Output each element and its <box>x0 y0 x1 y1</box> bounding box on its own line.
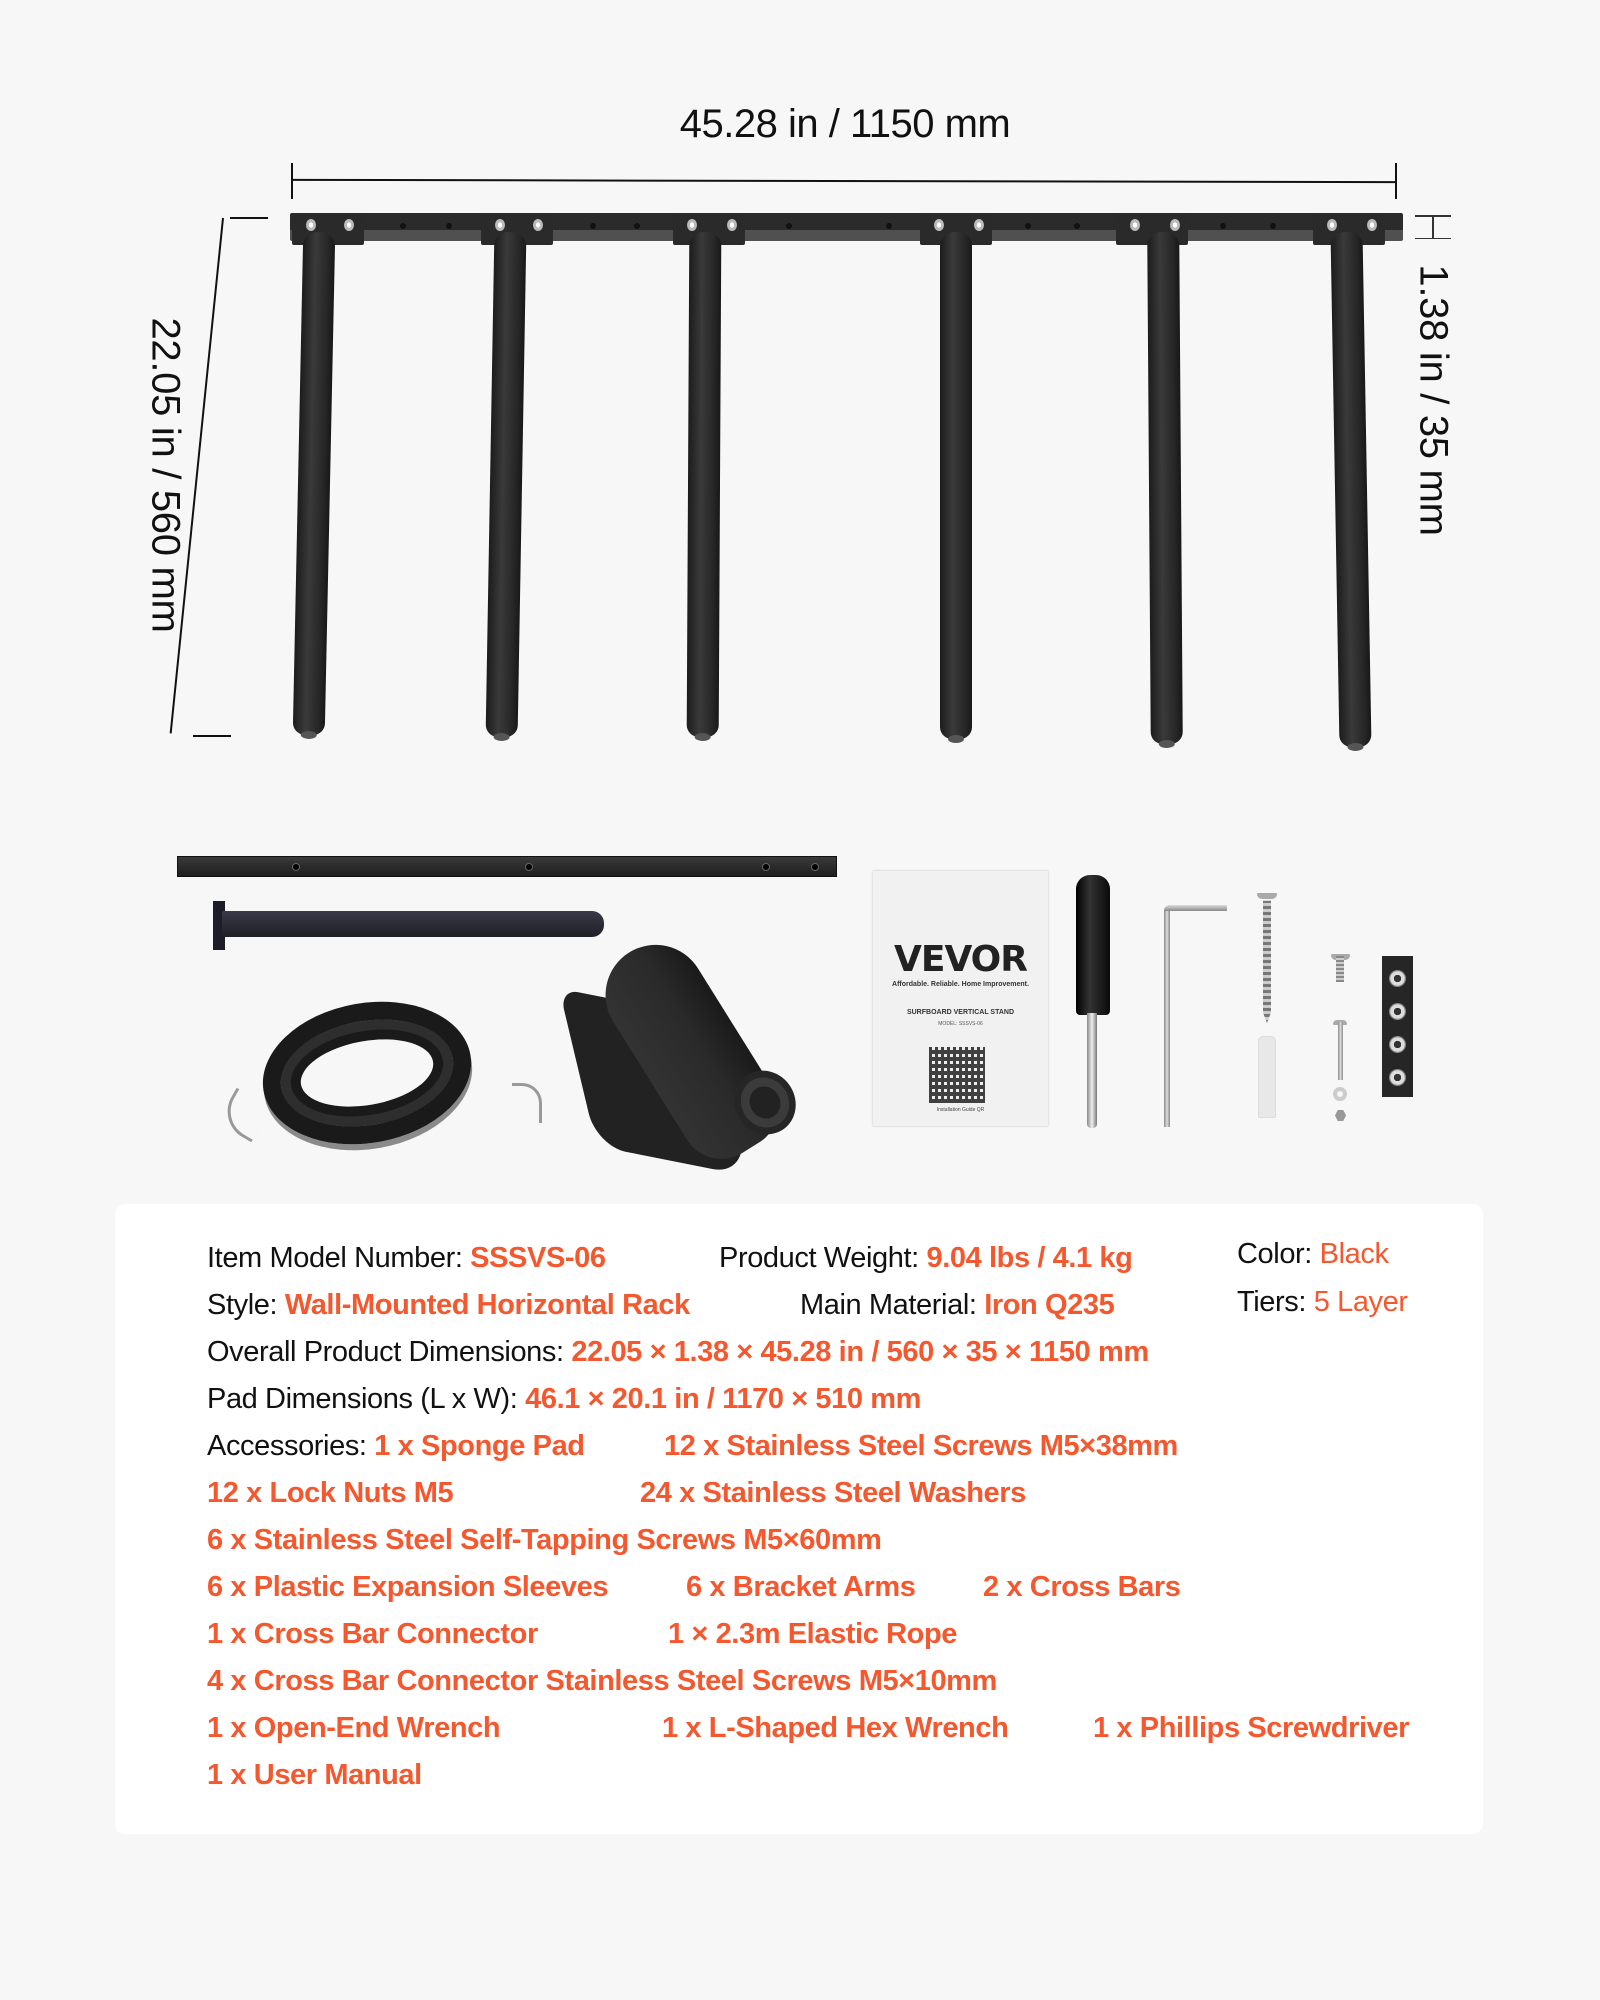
manual-product-name: SURFBOARD VERTICAL STAND <box>906 1009 1015 1016</box>
spec-value: 5 Layer <box>1313 1286 1408 1318</box>
spec-value: 46.1 × 20.1 in / 1170 × 510 mm <box>525 1383 922 1415</box>
m5-screw-image <box>1338 1022 1343 1080</box>
self-tapping-screw-image <box>1263 893 1271 1023</box>
lock-nut-image <box>1335 1110 1346 1121</box>
bracket-arm <box>1331 232 1372 747</box>
user-manual-image <box>873 871 1048 1126</box>
bracket-arm <box>1147 232 1183 744</box>
washer-image <box>1333 1087 1347 1101</box>
bracket-arm <box>486 232 527 737</box>
qr-caption: Installation Guide QR <box>936 1107 985 1113</box>
spec-main-material <box>800 1291 1114 1320</box>
manual-tagline: Affordable. Reliable. Home Improvement. <box>892 981 1029 988</box>
spec-value: Wall-Mounted Horizontal Rack <box>284 1289 690 1321</box>
width-dimension-label: 45.28 in / 1150 mm <box>679 102 1011 146</box>
accessory-item: 2 x Cross Bars <box>983 1571 1181 1603</box>
self-tapping-screw-head <box>1257 893 1277 899</box>
accessory-item: 1 × 2.3m Elastic Rope <box>668 1618 957 1650</box>
spec-item-model-number <box>207 1244 606 1273</box>
phillips-screwdriver-image <box>1076 875 1110 1015</box>
depth-dimension-bracket <box>1415 215 1451 239</box>
width-dimension-tick-left <box>291 163 293 199</box>
accessory-item: 1 x Cross Bar Connector <box>207 1618 538 1650</box>
bracket-arm-image <box>222 911 604 937</box>
spec-accessories <box>207 1432 585 1461</box>
rack-cross-bar <box>290 213 1403 241</box>
bracket-arm <box>293 232 336 736</box>
spec-label: Tiers: <box>1237 1286 1307 1318</box>
spec-label: Color: <box>1237 1238 1312 1270</box>
spec-style <box>207 1291 690 1320</box>
spec-color <box>1237 1240 1389 1269</box>
accessory-item: 1 x L-Shaped Hex Wrench <box>662 1712 1009 1744</box>
accessory-item: 1 x Sponge Pad <box>374 1430 585 1462</box>
spec-label: Item Model Number: <box>207 1242 463 1274</box>
width-dimension-tick-right <box>1395 163 1397 199</box>
accessory-item: 1 x Phillips Screwdriver <box>1093 1712 1409 1744</box>
depth-dimension-label: 1.38 in / 35 mm <box>1411 264 1456 536</box>
connector-screw-image <box>1336 956 1344 982</box>
qr-code-icon <box>929 1047 985 1103</box>
spec-value: Black <box>1319 1238 1389 1270</box>
accessory-item: 6 x Plastic Expansion Sleeves <box>207 1571 609 1603</box>
height-dimension-tick-top <box>230 217 268 219</box>
cross-bar-image <box>177 856 837 877</box>
accessory-item: 12 x Stainless Steel Screws M5×38mm <box>664 1430 1178 1462</box>
spec-value: 22.05 × 1.38 × 45.28 in / 560 × 35 × 1150 mm <box>571 1336 1149 1368</box>
accessory-item: 24 x Stainless Steel Washers <box>640 1477 1026 1509</box>
spec-overall-dimensions <box>207 1338 1149 1367</box>
expansion-sleeve-image <box>1258 1036 1276 1118</box>
accessory-item: 6 x Bracket Arms <box>686 1571 916 1603</box>
rope-hook-icon <box>512 1083 542 1123</box>
spec-value: Iron Q235 <box>984 1289 1115 1321</box>
bracket-arm <box>687 232 722 737</box>
spec-pad-dimensions <box>207 1385 921 1414</box>
accessory-item: 12 x Lock Nuts M5 <box>207 1477 454 1509</box>
height-dimension-label: 22.05 in / 560 mm <box>143 317 188 633</box>
spec-label: Main Material: <box>800 1289 977 1321</box>
spec-product-weight <box>719 1244 1132 1273</box>
spec-label: Style: <box>207 1289 278 1321</box>
manual-model: MODEL: SSSVS-06 <box>938 1021 983 1027</box>
vevor-logo: VEVOR <box>893 939 1027 980</box>
spec-value: 9.04 lbs / 4.1 kg <box>926 1242 1133 1274</box>
hex-wrench-image <box>1164 905 1170 1127</box>
accessory-item: 1 x User Manual <box>207 1759 422 1791</box>
spec-label: Product Weight: <box>719 1242 919 1274</box>
spec-value: SSSVS-06 <box>470 1242 606 1274</box>
spec-label: Overall Product Dimensions: <box>207 1336 564 1368</box>
rope-hook-icon <box>217 1088 272 1143</box>
accessory-item: 6 x Stainless Steel Self-Tapping Screws M5×60mm <box>207 1524 882 1556</box>
spec-label: Pad Dimensions (L x W): <box>207 1383 518 1415</box>
spec-label: Accessories: <box>207 1430 367 1462</box>
height-dimension-tick-bottom <box>193 735 231 737</box>
accessory-item: 4 x Cross Bar Connector Stainless Steel Screws M5×10mm <box>207 1665 997 1697</box>
elastic-rope-image <box>251 986 482 1160</box>
cross-bar-connector-image <box>1382 956 1413 1097</box>
spec-tiers <box>1237 1288 1408 1317</box>
hex-wrench-short-arm <box>1164 905 1227 911</box>
width-dimension-line <box>291 179 1396 183</box>
accessory-item: 1 x Open-End Wrench <box>207 1712 501 1744</box>
bracket-arm <box>940 232 972 739</box>
screwdriver-shaft <box>1087 1013 1097 1128</box>
